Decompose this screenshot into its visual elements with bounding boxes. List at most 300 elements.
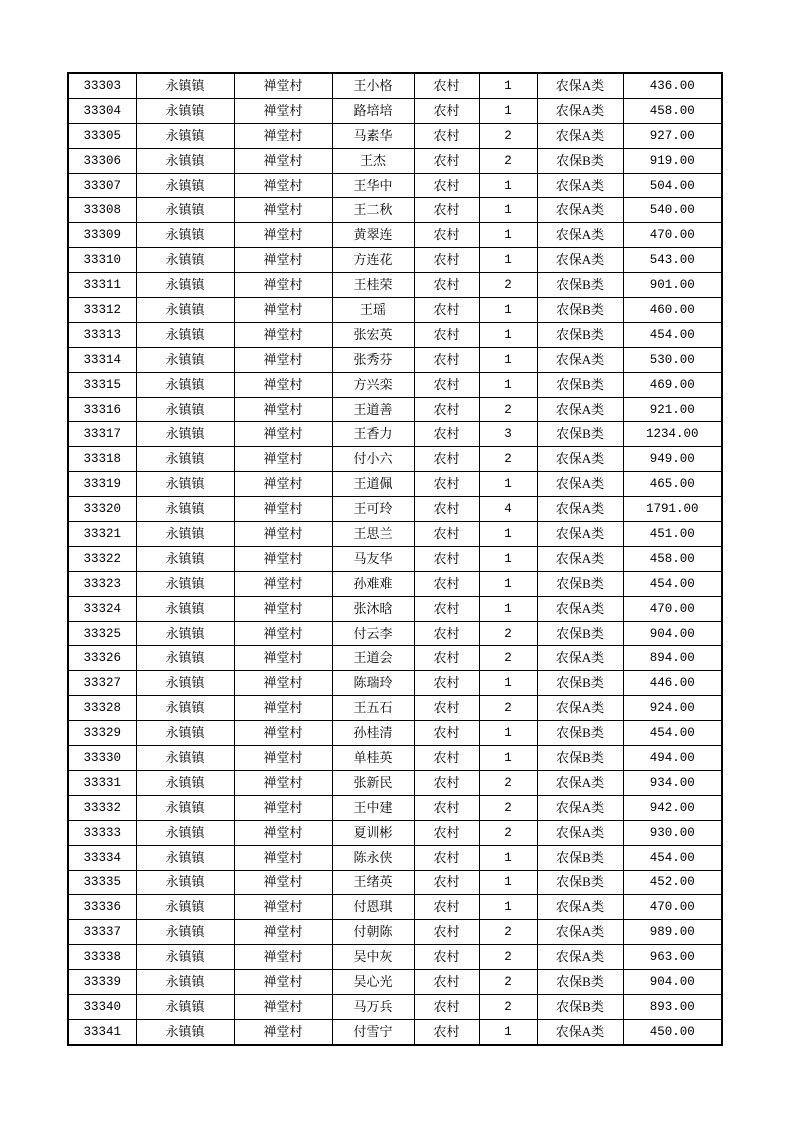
village-cell: 禅堂村: [234, 845, 332, 870]
id-cell: 33306: [68, 148, 136, 173]
id-cell: 33333: [68, 820, 136, 845]
village-cell: 禅堂村: [234, 322, 332, 347]
town-cell: 永镇镇: [136, 721, 234, 746]
village-cell: 禅堂村: [234, 870, 332, 895]
name-cell: 张新民: [332, 770, 414, 795]
table-row: [68, 497, 722, 522]
table-row: [68, 895, 722, 920]
household-type-cell: 农村: [414, 571, 479, 596]
town-cell: 永镇镇: [136, 621, 234, 646]
name-cell: 王道善: [332, 397, 414, 422]
village-cell: 禅堂村: [234, 73, 332, 98]
household-type-cell: 农村: [414, 248, 479, 273]
village-cell: 禅堂村: [234, 920, 332, 945]
name-cell: 付恩琪: [332, 895, 414, 920]
household-type-cell: 农村: [414, 845, 479, 870]
name-cell: 王二秋: [332, 198, 414, 223]
town-cell: 永镇镇: [136, 746, 234, 771]
village-cell: 禅堂村: [234, 1019, 332, 1044]
member-count-cell: 1: [479, 522, 537, 547]
table-row: [68, 795, 722, 820]
table-row: [68, 372, 722, 397]
village-cell: 禅堂村: [234, 372, 332, 397]
id-cell: 33340: [68, 994, 136, 1019]
village-cell: 禅堂村: [234, 123, 332, 148]
member-count-cell: 2: [479, 820, 537, 845]
id-cell: 33313: [68, 322, 136, 347]
id-cell: 33304: [68, 98, 136, 123]
amount-cell: 894.00: [623, 646, 722, 671]
category-cell: 农保A类: [537, 820, 623, 845]
household-type-cell: 农村: [414, 447, 479, 472]
town-cell: 永镇镇: [136, 422, 234, 447]
name-cell: 陈永侠: [332, 845, 414, 870]
category-cell: 农保A类: [537, 1019, 623, 1044]
household-type-cell: 农村: [414, 497, 479, 522]
member-count-cell: 2: [479, 123, 537, 148]
category-cell: 农保B类: [537, 870, 623, 895]
household-type-cell: 农村: [414, 621, 479, 646]
village-cell: 禅堂村: [234, 273, 332, 298]
amount-cell: 540.00: [623, 198, 722, 223]
town-cell: 永镇镇: [136, 696, 234, 721]
table-row: [68, 472, 722, 497]
town-cell: 永镇镇: [136, 198, 234, 223]
name-cell: 黄翠连: [332, 223, 414, 248]
amount-cell: 893.00: [623, 994, 722, 1019]
id-cell: 33309: [68, 223, 136, 248]
name-cell: 王可玲: [332, 497, 414, 522]
id-cell: 33336: [68, 895, 136, 920]
table-row: [68, 746, 722, 771]
table-row: [68, 571, 722, 596]
category-cell: 农保A类: [537, 497, 623, 522]
category-cell: 农保A类: [537, 920, 623, 945]
name-cell: 王瑶: [332, 298, 414, 323]
town-cell: 永镇镇: [136, 73, 234, 98]
amount-cell: 942.00: [623, 795, 722, 820]
town-cell: 永镇镇: [136, 173, 234, 198]
id-cell: 33341: [68, 1019, 136, 1044]
household-type-cell: 农村: [414, 994, 479, 1019]
id-cell: 33311: [68, 273, 136, 298]
table-row: [68, 721, 722, 746]
table-row: [68, 646, 722, 671]
amount-cell: 460.00: [623, 298, 722, 323]
id-cell: 33308: [68, 198, 136, 223]
town-cell: 永镇镇: [136, 920, 234, 945]
member-count-cell: 2: [479, 397, 537, 422]
town-cell: 永镇镇: [136, 795, 234, 820]
town-cell: 永镇镇: [136, 1019, 234, 1044]
name-cell: 王小格: [332, 73, 414, 98]
amount-cell: 934.00: [623, 770, 722, 795]
table-row: [68, 546, 722, 571]
town-cell: 永镇镇: [136, 322, 234, 347]
amount-cell: 921.00: [623, 397, 722, 422]
amount-cell: 543.00: [623, 248, 722, 273]
table-row: [68, 696, 722, 721]
amount-cell: 963.00: [623, 945, 722, 970]
id-cell: 33322: [68, 546, 136, 571]
town-cell: 永镇镇: [136, 770, 234, 795]
category-cell: 农保B类: [537, 571, 623, 596]
village-cell: 禅堂村: [234, 621, 332, 646]
category-cell: 农保A类: [537, 173, 623, 198]
household-type-cell: 农村: [414, 173, 479, 198]
town-cell: 永镇镇: [136, 870, 234, 895]
table-row: [68, 945, 722, 970]
village-cell: 禅堂村: [234, 98, 332, 123]
subsidy-table: [67, 72, 723, 1046]
category-cell: 农保A类: [537, 397, 623, 422]
household-type-cell: 农村: [414, 397, 479, 422]
table-row: [68, 173, 722, 198]
member-count-cell: 2: [479, 273, 537, 298]
village-cell: 禅堂村: [234, 198, 332, 223]
town-cell: 永镇镇: [136, 372, 234, 397]
member-count-cell: 1: [479, 298, 537, 323]
category-cell: 农保A类: [537, 73, 623, 98]
amount-cell: 470.00: [623, 596, 722, 621]
category-cell: 农保B类: [537, 148, 623, 173]
category-cell: 农保A类: [537, 248, 623, 273]
table-row: [68, 994, 722, 1019]
name-cell: 王五石: [332, 696, 414, 721]
member-count-cell: 1: [479, 571, 537, 596]
table-row: [68, 870, 722, 895]
amount-cell: 454.00: [623, 721, 722, 746]
name-cell: 王道佩: [332, 472, 414, 497]
household-type-cell: 农村: [414, 696, 479, 721]
table-row: [68, 845, 722, 870]
id-cell: 33307: [68, 173, 136, 198]
village-cell: 禅堂村: [234, 148, 332, 173]
village-cell: 禅堂村: [234, 472, 332, 497]
table-row: [68, 73, 722, 98]
member-count-cell: 1: [479, 73, 537, 98]
category-cell: 农保A类: [537, 198, 623, 223]
member-count-cell: 2: [479, 770, 537, 795]
household-type-cell: 农村: [414, 422, 479, 447]
amount-cell: 904.00: [623, 621, 722, 646]
table-row: [68, 770, 722, 795]
name-cell: 付云李: [332, 621, 414, 646]
category-cell: 农保A类: [537, 770, 623, 795]
amount-cell: 454.00: [623, 845, 722, 870]
household-type-cell: 农村: [414, 970, 479, 995]
id-cell: 33323: [68, 571, 136, 596]
name-cell: 王绪英: [332, 870, 414, 895]
id-cell: 33303: [68, 73, 136, 98]
name-cell: 路培培: [332, 98, 414, 123]
member-count-cell: 1: [479, 596, 537, 621]
household-type-cell: 农村: [414, 472, 479, 497]
village-cell: 禅堂村: [234, 497, 332, 522]
member-count-cell: 1: [479, 372, 537, 397]
category-cell: 农保A类: [537, 646, 623, 671]
town-cell: 永镇镇: [136, 945, 234, 970]
town-cell: 永镇镇: [136, 497, 234, 522]
table-body: [68, 73, 722, 1045]
category-cell: 农保A类: [537, 596, 623, 621]
household-type-cell: 农村: [414, 945, 479, 970]
town-cell: 永镇镇: [136, 596, 234, 621]
village-cell: 禅堂村: [234, 945, 332, 970]
id-cell: 33332: [68, 795, 136, 820]
household-type-cell: 农村: [414, 1019, 479, 1044]
amount-cell: 1234.00: [623, 422, 722, 447]
name-cell: 王道会: [332, 646, 414, 671]
table-row: [68, 298, 722, 323]
household-type-cell: 农村: [414, 895, 479, 920]
member-count-cell: 1: [479, 870, 537, 895]
id-cell: 33334: [68, 845, 136, 870]
member-count-cell: 1: [479, 248, 537, 273]
name-cell: 付小六: [332, 447, 414, 472]
category-cell: 农保B类: [537, 298, 623, 323]
village-cell: 禅堂村: [234, 994, 332, 1019]
village-cell: 禅堂村: [234, 820, 332, 845]
name-cell: 王杰: [332, 148, 414, 173]
category-cell: 农保B类: [537, 845, 623, 870]
amount-cell: 458.00: [623, 546, 722, 571]
table-row: [68, 198, 722, 223]
amount-cell: 469.00: [623, 372, 722, 397]
town-cell: 永镇镇: [136, 273, 234, 298]
member-count-cell: 1: [479, 173, 537, 198]
category-cell: 农保A类: [537, 123, 623, 148]
amount-cell: 454.00: [623, 571, 722, 596]
category-cell: 农保B类: [537, 621, 623, 646]
household-type-cell: 农村: [414, 73, 479, 98]
table-row: [68, 98, 722, 123]
household-type-cell: 农村: [414, 746, 479, 771]
town-cell: 永镇镇: [136, 397, 234, 422]
town-cell: 永镇镇: [136, 248, 234, 273]
village-cell: 禅堂村: [234, 223, 332, 248]
id-cell: 33324: [68, 596, 136, 621]
id-cell: 33316: [68, 397, 136, 422]
village-cell: 禅堂村: [234, 347, 332, 372]
household-type-cell: 农村: [414, 795, 479, 820]
amount-cell: 452.00: [623, 870, 722, 895]
member-count-cell: 2: [479, 646, 537, 671]
town-cell: 永镇镇: [136, 845, 234, 870]
household-type-cell: 农村: [414, 671, 479, 696]
category-cell: 农保A类: [537, 98, 623, 123]
name-cell: 付雪宁: [332, 1019, 414, 1044]
village-cell: 禅堂村: [234, 298, 332, 323]
id-cell: 33338: [68, 945, 136, 970]
id-cell: 33310: [68, 248, 136, 273]
amount-cell: 436.00: [623, 73, 722, 98]
town-cell: 永镇镇: [136, 895, 234, 920]
village-cell: 禅堂村: [234, 522, 332, 547]
household-type-cell: 农村: [414, 870, 479, 895]
town-cell: 永镇镇: [136, 522, 234, 547]
id-cell: 33339: [68, 970, 136, 995]
name-cell: 吴中灰: [332, 945, 414, 970]
name-cell: 王香力: [332, 422, 414, 447]
amount-cell: 504.00: [623, 173, 722, 198]
table-row: [68, 223, 722, 248]
table-row: [68, 248, 722, 273]
name-cell: 马友华: [332, 546, 414, 571]
household-type-cell: 农村: [414, 322, 479, 347]
member-count-cell: 1: [479, 322, 537, 347]
id-cell: 33315: [68, 372, 136, 397]
village-cell: 禅堂村: [234, 671, 332, 696]
table-row: [68, 522, 722, 547]
household-type-cell: 农村: [414, 721, 479, 746]
amount-cell: 494.00: [623, 746, 722, 771]
category-cell: 农保A类: [537, 447, 623, 472]
category-cell: 农保B类: [537, 970, 623, 995]
village-cell: 禅堂村: [234, 397, 332, 422]
village-cell: 禅堂村: [234, 696, 332, 721]
name-cell: 王华中: [332, 173, 414, 198]
village-cell: 禅堂村: [234, 571, 332, 596]
category-cell: 农保A类: [537, 795, 623, 820]
name-cell: 陈瑞玲: [332, 671, 414, 696]
village-cell: 禅堂村: [234, 173, 332, 198]
amount-cell: 919.00: [623, 148, 722, 173]
name-cell: 王桂荣: [332, 273, 414, 298]
member-count-cell: 1: [479, 223, 537, 248]
town-cell: 永镇镇: [136, 472, 234, 497]
name-cell: 孙难难: [332, 571, 414, 596]
amount-cell: 446.00: [623, 671, 722, 696]
amount-cell: 454.00: [623, 322, 722, 347]
name-cell: 王思兰: [332, 522, 414, 547]
member-count-cell: 1: [479, 472, 537, 497]
amount-cell: 901.00: [623, 273, 722, 298]
town-cell: 永镇镇: [136, 447, 234, 472]
id-cell: 33327: [68, 671, 136, 696]
household-type-cell: 农村: [414, 223, 479, 248]
household-type-cell: 农村: [414, 298, 479, 323]
id-cell: 33325: [68, 621, 136, 646]
household-type-cell: 农村: [414, 646, 479, 671]
member-count-cell: 1: [479, 845, 537, 870]
member-count-cell: 1: [479, 198, 537, 223]
table-row: [68, 820, 722, 845]
town-cell: 永镇镇: [136, 123, 234, 148]
id-cell: 33320: [68, 497, 136, 522]
household-type-cell: 农村: [414, 596, 479, 621]
table-row: [68, 970, 722, 995]
town-cell: 永镇镇: [136, 571, 234, 596]
member-count-cell: 2: [479, 795, 537, 820]
id-cell: 33326: [68, 646, 136, 671]
amount-cell: 470.00: [623, 223, 722, 248]
member-count-cell: 1: [479, 98, 537, 123]
name-cell: 夏训彬: [332, 820, 414, 845]
name-cell: 孙桂清: [332, 721, 414, 746]
household-type-cell: 农村: [414, 198, 479, 223]
name-cell: 马万兵: [332, 994, 414, 1019]
category-cell: 农保B类: [537, 322, 623, 347]
table-row: [68, 322, 722, 347]
member-count-cell: 2: [479, 994, 537, 1019]
amount-cell: 470.00: [623, 895, 722, 920]
household-type-cell: 农村: [414, 273, 479, 298]
category-cell: 农保B类: [537, 273, 623, 298]
category-cell: 农保B类: [537, 671, 623, 696]
household-type-cell: 农村: [414, 98, 479, 123]
table-row: [68, 621, 722, 646]
name-cell: 方兴栾: [332, 372, 414, 397]
village-cell: 禅堂村: [234, 795, 332, 820]
amount-cell: 465.00: [623, 472, 722, 497]
amount-cell: 458.00: [623, 98, 722, 123]
name-cell: 张沐晗: [332, 596, 414, 621]
member-count-cell: 1: [479, 895, 537, 920]
town-cell: 永镇镇: [136, 820, 234, 845]
household-type-cell: 农村: [414, 148, 479, 173]
village-cell: 禅堂村: [234, 422, 332, 447]
town-cell: 永镇镇: [136, 347, 234, 372]
category-cell: 农保A类: [537, 895, 623, 920]
category-cell: 农保A类: [537, 223, 623, 248]
member-count-cell: 2: [479, 696, 537, 721]
village-cell: 禅堂村: [234, 721, 332, 746]
id-cell: 33337: [68, 920, 136, 945]
household-type-cell: 农村: [414, 820, 479, 845]
member-count-cell: 2: [479, 621, 537, 646]
table-row: [68, 596, 722, 621]
category-cell: 农保B类: [537, 372, 623, 397]
town-cell: 永镇镇: [136, 646, 234, 671]
village-cell: 禅堂村: [234, 770, 332, 795]
name-cell: 方连花: [332, 248, 414, 273]
table-row: [68, 920, 722, 945]
id-cell: 33318: [68, 447, 136, 472]
amount-cell: 1791.00: [623, 497, 722, 522]
category-cell: 农保A类: [537, 945, 623, 970]
household-type-cell: 农村: [414, 546, 479, 571]
name-cell: 张秀芬: [332, 347, 414, 372]
table-row: [68, 671, 722, 696]
amount-cell: 451.00: [623, 522, 722, 547]
town-cell: 永镇镇: [136, 970, 234, 995]
id-cell: 33331: [68, 770, 136, 795]
category-cell: 农保A类: [537, 472, 623, 497]
category-cell: 农保A类: [537, 546, 623, 571]
id-cell: 33321: [68, 522, 136, 547]
name-cell: 张宏英: [332, 322, 414, 347]
member-count-cell: 2: [479, 970, 537, 995]
household-type-cell: 农村: [414, 770, 479, 795]
amount-cell: 450.00: [623, 1019, 722, 1044]
id-cell: 33329: [68, 721, 136, 746]
table-row: [68, 148, 722, 173]
category-cell: 农保A类: [537, 347, 623, 372]
village-cell: 禅堂村: [234, 970, 332, 995]
member-count-cell: 2: [479, 920, 537, 945]
village-cell: 禅堂村: [234, 546, 332, 571]
amount-cell: 930.00: [623, 820, 722, 845]
table-row: [68, 347, 722, 372]
household-type-cell: 农村: [414, 347, 479, 372]
table-row: [68, 123, 722, 148]
name-cell: 王中建: [332, 795, 414, 820]
id-cell: 33335: [68, 870, 136, 895]
town-cell: 永镇镇: [136, 298, 234, 323]
id-cell: 33330: [68, 746, 136, 771]
category-cell: 农保B类: [537, 994, 623, 1019]
